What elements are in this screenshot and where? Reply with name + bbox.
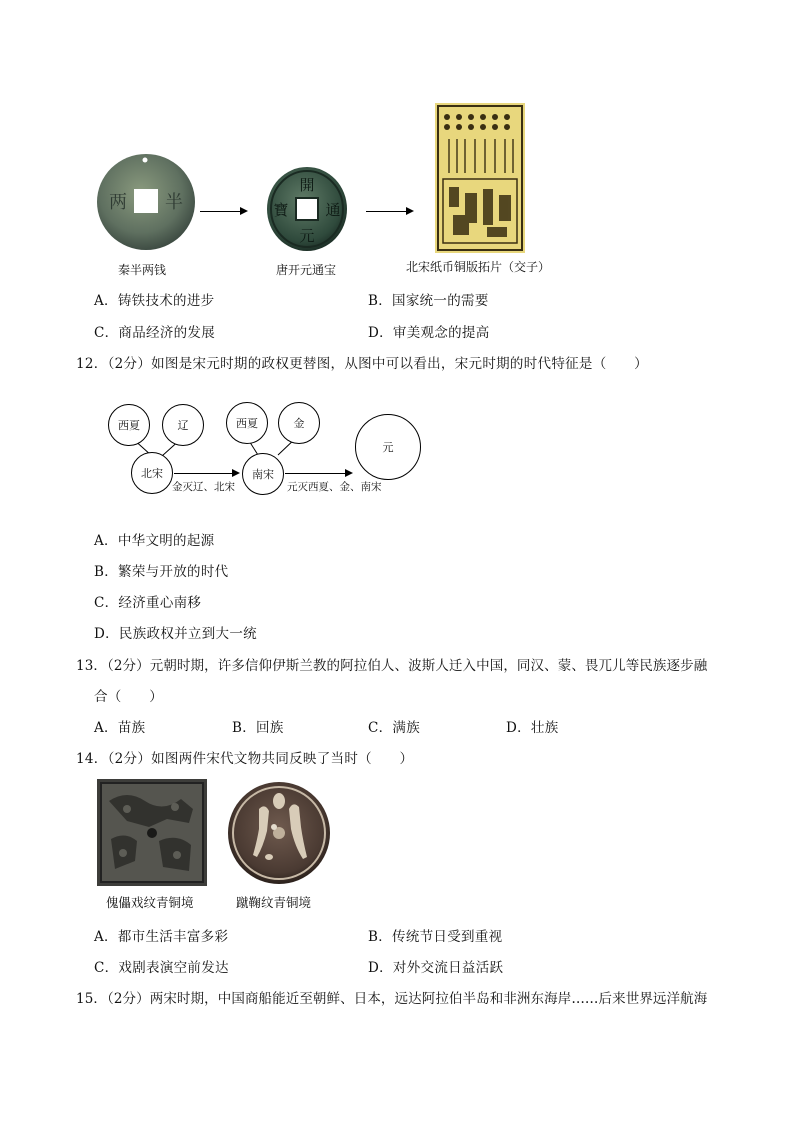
node-liao: 辽 <box>162 404 204 446</box>
arrow-coin1-to-coin2 <box>200 211 246 212</box>
arrow-coin2-to-banknote <box>366 211 412 212</box>
q13-stem-line2: 合（ ） <box>94 689 163 705</box>
caption-qin-coin: 秦半两钱 <box>118 263 167 277</box>
coin2-char-yuan: 元 <box>299 227 315 245</box>
q15-stem: 15．（2分）两宋时期，中国商船能近至朝鲜、日本，远达阿拉伯半岛和非洲东海岸……后来世界远洋航海 <box>76 991 708 1007</box>
arrow2-label: 元灭西夏、金、南宋 <box>287 481 382 493</box>
caption-jiaozi: 北宋纸币铜版拓片（交子） <box>406 260 551 274</box>
tang-kaiyuan-coin-image <box>266 166 348 252</box>
node-yuan: 元 <box>355 414 421 480</box>
arrow1-label: 金灭辽、北宋 <box>172 481 235 493</box>
arrow-nansong-to-yuan <box>285 473 351 474</box>
q12-option-c[interactable]: C．经济重心南移 <box>94 595 202 611</box>
q14-option-b[interactable]: B．传统节日受到重视 <box>368 929 503 945</box>
coin1-char-ban: 半 <box>165 192 183 213</box>
node-jin: 金 <box>278 402 320 444</box>
q12-option-d[interactable]: D．民族政权并立到大一统 <box>94 626 257 642</box>
coin2-char-bao: 寶 <box>273 201 289 219</box>
puppet-play-bronze-mirror-image <box>97 779 207 886</box>
cuju-bronze-mirror-image <box>227 781 331 885</box>
q13-option-d[interactable]: D．壮族 <box>506 720 559 736</box>
q13-option-c[interactable]: C．满族 <box>368 720 421 736</box>
q13-stem-line1: 13．（2分）元朝时期，许多信仰伊斯兰教的阿拉伯人、波斯人迁入中国，同汉、蒙、畏兀儿等民族逐步融 <box>76 658 708 674</box>
caption-cuju-mirror: 蹴鞠纹青铜境 <box>236 895 312 910</box>
q14-option-a[interactable]: A．都市生活丰富多彩 <box>94 929 229 945</box>
arrow-beisong-to-nansong <box>174 473 238 474</box>
caption-tang-coin: 唐开元通宝 <box>276 263 337 277</box>
q14-stem: 14．（2分）如图两件宋代文物共同反映了当时（ ） <box>76 751 414 767</box>
caption-puppet-mirror: 傀儡戏纹青铜境 <box>106 895 194 910</box>
q12-option-a[interactable]: A．中华文明的起源 <box>94 533 215 549</box>
q12-regime-diagram <box>100 400 430 500</box>
q13-option-a[interactable]: A．苗族 <box>94 720 146 736</box>
node-beisong: 北宋 <box>131 452 173 494</box>
node-nansong: 南宋 <box>242 453 284 495</box>
q11-option-c[interactable]: C．商品经济的发展 <box>94 325 216 341</box>
qin-banliang-coin-image <box>96 152 196 252</box>
coin2-char-tong: 通 <box>325 201 341 219</box>
q13-option-b[interactable]: B．回族 <box>232 720 284 736</box>
q14-option-c[interactable]: C．戏剧表演空前发达 <box>94 960 229 976</box>
q11-option-b[interactable]: B．国家统一的需要 <box>368 293 489 309</box>
q11-option-a[interactable]: A．铸铁技术的进步 <box>94 293 215 309</box>
coin2-char-kai: 開 <box>299 176 315 194</box>
jiaozi-banknote-image <box>435 103 525 253</box>
node-xixia-1: 西夏 <box>108 404 150 446</box>
node-xixia-2: 西夏 <box>226 402 268 444</box>
q14-option-d[interactable]: D．对外交流日益活跃 <box>368 960 504 976</box>
q12-option-b[interactable]: B．繁荣与开放的时代 <box>94 564 229 580</box>
coin1-char-liang: 两 <box>109 192 127 213</box>
q11-option-d[interactable]: D．审美观念的提高 <box>368 325 490 341</box>
q12-stem: 12．（2分）如图是宋元时期的政权更替图，从图中可以看出，宋元时期的时代特征是（ ） <box>76 356 648 372</box>
